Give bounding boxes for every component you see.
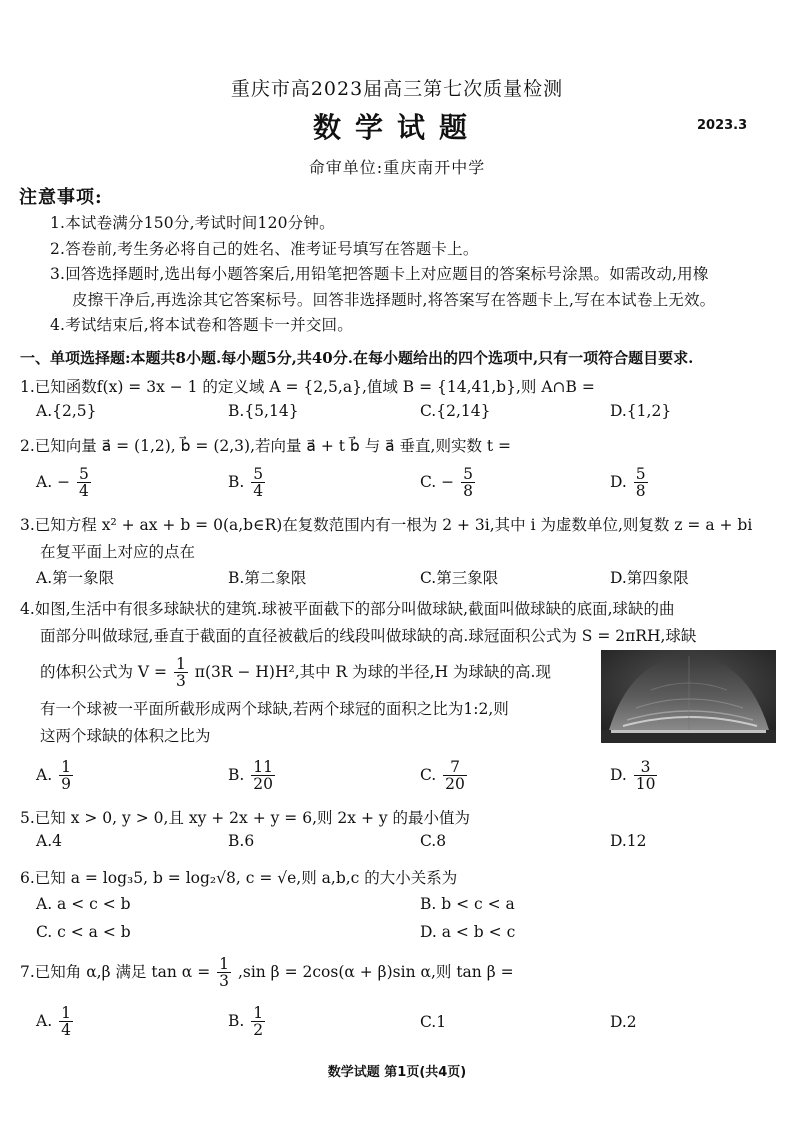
dome-building-photo bbox=[601, 650, 776, 743]
option-fraction bbox=[59, 759, 73, 793]
option-label: D. bbox=[610, 765, 627, 784]
numerator: 1 bbox=[61, 758, 71, 776]
dome-photo-graphic bbox=[601, 650, 776, 743]
option-label: B. bbox=[228, 472, 245, 491]
question-4-line: 4.如图,生活中有很多球缺状的建筑.球被平面截下的部分叫做球缺,截面叫做球缺的底面,球缺的曲 bbox=[20, 600, 675, 618]
question-2-stem: 2.已知向量 a⃗ = (1,2), b⃗ = (2,3),若向量 a⃗ + t b⃗ 与 a⃗ 垂直,则实数 t = bbox=[20, 437, 512, 455]
question-1-stem: 1.已知函数f(x) = 3x − 1 的定义域 A = {2,5,a},值域 B = {14,41,b},则 A∩B = bbox=[20, 378, 595, 396]
denominator: 20 bbox=[445, 775, 465, 794]
option-label: A. bbox=[36, 472, 53, 491]
q5-option-d: D.12 bbox=[610, 832, 647, 850]
q3-option-d: D.第四象限 bbox=[610, 569, 689, 587]
numerator: 5 bbox=[635, 465, 646, 483]
q3-option-b: B.第二象限 bbox=[228, 569, 307, 587]
option-fraction bbox=[443, 759, 467, 793]
option-fraction bbox=[634, 759, 658, 793]
numerator: 11 bbox=[253, 758, 273, 776]
stem-fraction bbox=[217, 956, 231, 990]
page-footer: 数学试题 第1页(共4页) bbox=[327, 1065, 467, 1080]
exam-date: 2023.3 bbox=[697, 118, 748, 133]
question-4-line: 面部分叫做球冠,垂直于截面的直径被截后的线段叫做球缺的高.球冠面积公式为 S = 2πRH,球缺 bbox=[40, 627, 697, 645]
option-sign: − bbox=[57, 472, 71, 491]
numerator: 5 bbox=[463, 465, 473, 483]
q7-option-c: C.1 bbox=[420, 1013, 447, 1031]
question-3-stem: 3.已知方程 x² + ax + b = 0(a,b∈R)在复数范围内有一根为 2 + 3i,其中 i 为虚数单位,则复数 z = a + bi bbox=[20, 516, 753, 534]
numerator: 1 bbox=[219, 955, 229, 973]
exam-header: 重庆市高2023届高三第七次质量检测 bbox=[230, 78, 564, 100]
section-heading: 一、单项选择题:本题共8小题.每小题5分,共40分.在每小题给出的四个选项中,只有一项符合题目要求. bbox=[20, 349, 694, 367]
notice-item: 2.答卷前,考生务必将自己的姓名、准考证号填写在答题卡上。 bbox=[50, 240, 479, 258]
denominator: 2 bbox=[253, 1021, 264, 1040]
stem-prefix: 7.已知角 α,β 满足 tan α = bbox=[20, 962, 211, 981]
q3-option-c: C.第三象限 bbox=[420, 569, 499, 587]
option-fraction bbox=[59, 1005, 73, 1039]
numerator: 7 bbox=[443, 759, 467, 776]
question-3-stem-cont: 在复平面上对应的点在 bbox=[40, 543, 196, 561]
option-fraction bbox=[77, 466, 91, 500]
numerator: 1 bbox=[61, 1004, 71, 1022]
q1-option-b: B.{5,14} bbox=[228, 402, 299, 420]
denominator: 10 bbox=[635, 775, 656, 794]
option-fraction bbox=[634, 466, 648, 500]
option-label: B. bbox=[228, 765, 245, 784]
question-7-stem bbox=[20, 956, 514, 990]
numerator: 1 bbox=[253, 1004, 264, 1022]
q4-option-a bbox=[36, 759, 75, 793]
formula-prefix: 的体积公式为 V = bbox=[40, 662, 168, 681]
numerator: 5 bbox=[79, 465, 89, 483]
question-4-line: 这两个球缺的体积之比为 bbox=[40, 727, 211, 745]
numerator: 1 bbox=[175, 655, 186, 673]
denominator: 20 bbox=[253, 775, 273, 794]
authoring-unit: 命审单位:重庆南开中学 bbox=[308, 158, 486, 177]
q5-option-a: A.4 bbox=[36, 832, 62, 850]
notice-title: 注意事项: bbox=[19, 187, 103, 208]
q7-option-b bbox=[228, 1005, 267, 1039]
option-fraction bbox=[251, 759, 275, 793]
q6-option-b: B. b < c < a bbox=[420, 895, 515, 913]
option-label: A. bbox=[36, 765, 53, 784]
denominator: 8 bbox=[635, 482, 646, 501]
notice-item: 皮擦干净后,再选涂其它答案标号。回答非选择题时,将答案写在答题卡上,写在本试卷上无效。 bbox=[72, 291, 716, 309]
denominator: 3 bbox=[219, 972, 229, 991]
denominator: 4 bbox=[253, 482, 264, 501]
question-5-stem: 5.已知 x > 0, y > 0,且 xy + 2x + y = 6,则 2x + y 的最小值为 bbox=[20, 809, 471, 827]
option-fraction bbox=[461, 466, 475, 500]
q2-option-d bbox=[610, 466, 650, 500]
denominator: 3 bbox=[175, 672, 186, 691]
option-label: A. bbox=[36, 1011, 53, 1030]
q7-option-d: D.2 bbox=[610, 1013, 637, 1031]
page-title: 数学试题 bbox=[312, 111, 481, 144]
q6-option-a: A. a < c < b bbox=[36, 895, 131, 913]
q2-option-c bbox=[420, 466, 477, 500]
option-fraction bbox=[251, 466, 265, 500]
option-label: C. bbox=[420, 765, 437, 784]
q3-option-a: A.第一象限 bbox=[36, 569, 115, 587]
denominator: 4 bbox=[79, 482, 89, 501]
option-label: B. bbox=[228, 1011, 245, 1030]
question-6-stem: 6.已知 a = log₃5, b = log₂√8, c = √e,则 a,b,c 的大小关系为 bbox=[20, 869, 458, 887]
denominator: 8 bbox=[463, 482, 473, 501]
option-fraction bbox=[251, 1005, 265, 1039]
q4-option-b bbox=[228, 759, 277, 793]
numerator: 3 bbox=[634, 759, 658, 776]
q2-option-b bbox=[228, 466, 267, 500]
q6-option-d: D. a < b < c bbox=[420, 923, 516, 941]
notice-item: 3.回答选择题时,选出每小题答案后,用铅笔把答题卡上对应题目的答案标号涂黑。如需改动,用橡 bbox=[50, 265, 709, 283]
q6-option-c: C. c < a < b bbox=[36, 923, 131, 941]
q5-option-c: C.8 bbox=[420, 832, 447, 850]
q1-option-a: A.{2,5} bbox=[36, 402, 97, 420]
q1-option-c: C.{2,14} bbox=[420, 402, 491, 420]
question-4-line bbox=[40, 656, 551, 690]
denominator: 4 bbox=[61, 1021, 71, 1040]
q7-option-a bbox=[36, 1005, 75, 1039]
q5-option-b: B.6 bbox=[228, 832, 255, 850]
q4-option-c bbox=[420, 759, 469, 793]
formula-fraction bbox=[174, 656, 188, 690]
option-label: D. bbox=[610, 472, 627, 491]
q2-option-a bbox=[36, 466, 93, 500]
numerator: 5 bbox=[253, 465, 264, 483]
option-sign: − bbox=[441, 472, 455, 491]
q4-option-d bbox=[610, 759, 659, 793]
q1-option-d: D.{1,2} bbox=[610, 402, 672, 420]
notice-item: 1.本试卷满分150分,考试时间120分钟。 bbox=[50, 214, 335, 232]
option-label: C. bbox=[420, 472, 437, 491]
stem-suffix: ,sin β = 2cos(α + β)sin α,则 tan β = bbox=[237, 962, 514, 981]
denominator: 9 bbox=[61, 775, 71, 794]
notice-item: 4.考试结束后,将本试卷和答题卡一并交回。 bbox=[50, 316, 353, 334]
formula-suffix: π(3R − H)H²,其中 R 为球的半径,H 为球缺的高.现 bbox=[194, 662, 551, 681]
question-4-line: 有一个球被一平面所截形成两个球缺,若两个球冠的面积之比为1:2,则 bbox=[40, 700, 509, 718]
